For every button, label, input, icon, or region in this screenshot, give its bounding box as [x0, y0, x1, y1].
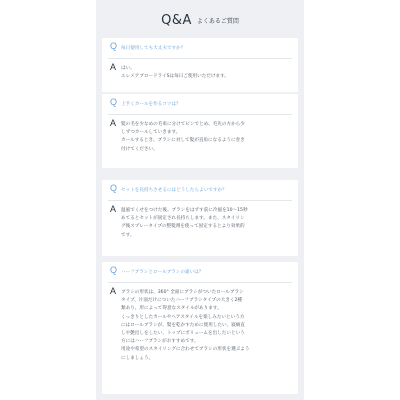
answer-line: エレメアブロードライSは毎日ご使用いただけます。	[121, 74, 229, 80]
faq-question: 毎日使用しても大丈夫ですか？	[121, 46, 186, 51]
q-icon: Q	[110, 265, 118, 275]
answer-line: です。	[121, 232, 135, 238]
faq-answer-row	[102, 284, 298, 392]
answer-line: 用途や希望のスタイリングに合わせてブラシの形状を選ぶよう	[121, 347, 250, 353]
faq-question-row[interactable]	[102, 94, 298, 114]
answer-line: 温風でくせをつけた後、ブラシをはずす前に冷風を10〜15秒	[121, 208, 248, 213]
a-icon: A	[110, 286, 117, 296]
faq-question: 上手くカールを作るコツは？	[121, 102, 181, 107]
divider	[108, 282, 292, 283]
faq-question-row[interactable]	[102, 180, 298, 200]
q-icon: Q	[110, 183, 118, 193]
answer-line: あてるとセットが固定され長持ちします。また、スタイリン	[121, 216, 245, 222]
divider	[108, 200, 292, 201]
faq-card-2	[102, 94, 298, 168]
faq-card-3	[102, 180, 298, 256]
faq-answer-row	[102, 202, 298, 254]
answer-line: しずつカールしていきます。	[121, 130, 181, 136]
faq-answer-row	[102, 60, 298, 90]
faq-question-row[interactable]	[102, 262, 298, 282]
divider	[108, 58, 292, 59]
answer-line: くっきりとしたカールやヘアスタイルを楽しみたいという方	[121, 314, 245, 320]
answer-line: 方にはハーフブラシがおすすめです。	[121, 339, 199, 345]
answer-line: ブラシの形状は、360° 全面にブラシがついたロールブラシ	[121, 290, 244, 295]
qa-header	[96, 11, 304, 29]
answer-line: 髪の毛を少なめの毛束に分けてピンでとめ、毛先の方から少	[121, 122, 245, 127]
answer-line: カールするとき、ブラシに対して髪が直角になるように巻き	[121, 138, 245, 144]
faq-answer	[121, 121, 288, 154]
a-icon: A	[110, 204, 117, 214]
q-icon: Q	[110, 97, 118, 107]
answer-line: 付けてください。	[121, 146, 158, 152]
page-subtitle: よくあるご質問	[196, 17, 239, 25]
page-title: Q&A	[161, 12, 192, 28]
a-icon: A	[110, 62, 117, 72]
answer-line: にはロールブラシが、髪を乾かすために使用したい、寝癖直	[121, 322, 245, 328]
faq-card-1	[102, 38, 298, 92]
answer-line: タイプ、片面だけについたハーフブラシタイプの大きく2種	[121, 298, 243, 304]
answer-line: しや艶出しをしたい、トップにボリュームを出したいという	[121, 331, 245, 337]
divider	[108, 114, 292, 115]
answer-line: 類あり、形によって得意なスタイルがあります。	[121, 306, 222, 312]
faq-question: セットを長持ちさせるにはどうしたらよいですか？	[121, 188, 227, 193]
faq-answer	[121, 289, 288, 363]
faq-question-row[interactable]	[102, 38, 298, 58]
answer-line: グ後スプレータイプの整髪剤を使って固定するとより効果的	[121, 224, 245, 230]
answer-line: はい。	[121, 66, 135, 71]
faq-answer-row	[102, 116, 298, 166]
faq-card-4	[102, 262, 298, 394]
a-icon: A	[110, 118, 117, 128]
faq-question: ハーフブラシとロールブラシの違いは？	[121, 270, 204, 275]
q-icon: Q	[110, 41, 118, 51]
faq-answer	[121, 65, 288, 81]
faq-answer	[121, 207, 288, 240]
answer-line: にしましょう。	[121, 355, 154, 361]
